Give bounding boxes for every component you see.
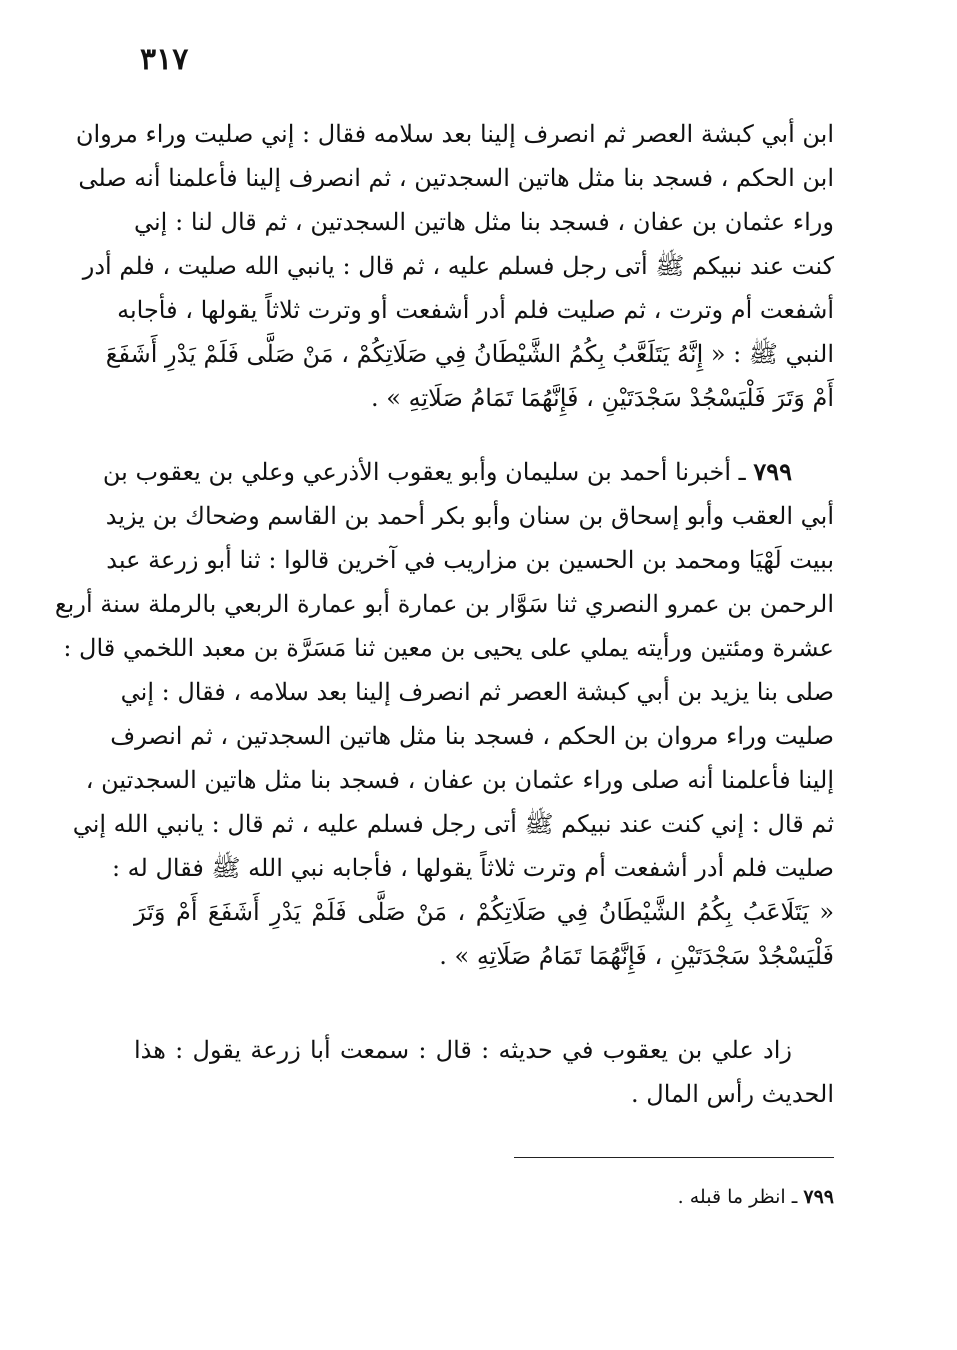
footnote-text: ـ انظر ما قبله .: [677, 1186, 798, 1208]
hadith-paragraph: [54, 450, 834, 978]
text-line: « يَتَلَاعَبُ بِكُمُ الشَّيْطَانُ فِي صَلَاتِكُمْ ، مَنْ صَلَّى فَلَمْ يَدْرِ أَشَفَعَ أَمْ وَتَرَ: [134, 898, 834, 926]
text-line: ثم قال : إني كنت عند نبيكم ﷺ أتى رجل فسلم عليه ، ثم قال : يانبي الله إني: [72, 810, 834, 838]
text-line: وراء عثمان بن عفان ، فسجد بنا مثل هاتين السجدتين ، ثم قال لنا : إني: [134, 208, 834, 236]
text-line: أَمْ وَتَرَ فَلْيَسْجُدْ سَجْدَتَيْنِ ، فَإِنَّهُمَا تَمَامُ صَلَاتِهِ » .: [371, 384, 834, 412]
text-line: النبي ﷺ : « إِنَّهُ يَتَلَعَّبُ بِكُمُ الشَّيْطَانُ فِي صَلَاتِكُمْ ، مَنْ صَلَّى فَلَمْ يَدْرِ أَشَفَعَ: [105, 340, 834, 368]
text-line: كنت عند نبيكم ﷺ أتى رجل فسلم عليه ، ثم قال : يانبي الله صليت ، فلم أدر: [82, 252, 834, 280]
text-line: الرحمن بن عمرو النصري ثنا سَوَّار بن عمارة أبو عمارة الربعي بالرملة سنة أربع: [54, 590, 834, 618]
text-line: صلى بنا يزيد بن أبي كبشة العصر ثم انصرف إلينا بعد سلامه ، فقال : إني: [120, 678, 834, 706]
footnote-divider: [514, 1157, 834, 1158]
text-line: صليت وراء مروان بن الحكم ، فسجد بنا مثل هاتين السجدتين ، ثم انصرف: [110, 722, 834, 750]
footnote: [520, 1182, 834, 1212]
text-line: أبي العقب وأبو إسحاق بن سنان وأبو بكر أحمد بن القاسم وضحاك بن يزيد: [105, 502, 834, 530]
text-line: ببيت لَهْيَا ومحمد بن الحسين بن مزاريب في آخرين قالوا : ثنا أبو زرعة عبد: [106, 546, 834, 574]
hadith-first-line: [102, 450, 834, 494]
paragraph-continued: [75, 112, 834, 420]
text-line: إلينا فأعلمنا أنه صلى وراء عثمان بن عفان ، فسجد بنا مثل هاتين السجدتين ،: [85, 766, 834, 794]
footnote-number: ٧٩٩: [803, 1186, 834, 1208]
text-line: فَلْيَسْجُدْ سَجْدَتَيْنِ ، فَإِنَّهُمَا تَمَامُ صَلَاتِهِ » .: [439, 942, 834, 970]
text-line: ابن أبي كبشة العصر ثم انصرف إلينا بعد سلامه فقال : إني صليت وراء مروان: [75, 120, 834, 148]
text-line: عشرة ومئتين ورأيته يملي على يحيى بن معين ثنا مَسَرَّة بن معبد اللخمي قال :: [63, 634, 834, 662]
text-line: زاد علي بن يعقوب في حديثه : قال : سمعت أبا زرعة يقول : هذا: [134, 1036, 792, 1064]
text-line: أشفعت أم وترت ، ثم صليت فلم أدر أشفعت أو وترت ثلاثاً يقولها ، فأجابه: [117, 296, 834, 324]
text-line: الحديث رأس المال .: [631, 1080, 834, 1108]
text-line: صليت فلم أدر أشفعت أم وترت ثلاثاً يقولها ، فأجابه نبي الله ﷺ فقال له :: [111, 854, 834, 882]
hadith-intro: ـ أخبرنا أحمد بن سليمان وأبو يعقوب الأذرعي وعلي بن يعقوب بن: [102, 458, 746, 486]
hadith-number: ٧٩٩: [753, 457, 792, 486]
page-number: ٣١٧: [140, 42, 189, 77]
text-line: ابن الحكم ، فسجد بنا مثل هاتين السجدتين ، ثم انصرف إلينا فأعلمنا أنه صلى: [78, 164, 834, 192]
addition-paragraph: [134, 1028, 834, 1116]
